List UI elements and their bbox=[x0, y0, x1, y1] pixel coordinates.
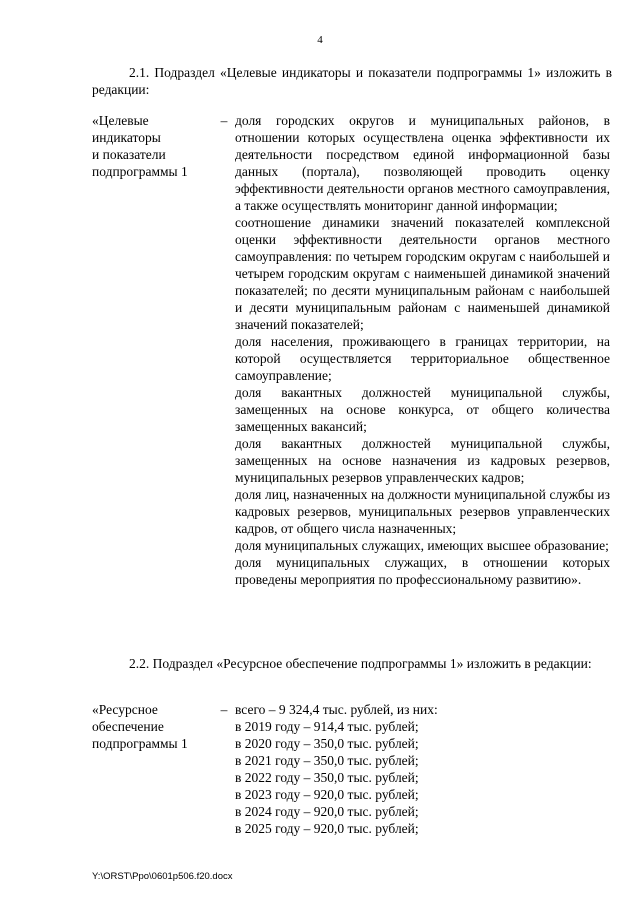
resource-label bbox=[92, 701, 222, 752]
resource-block bbox=[92, 701, 612, 841]
indicator-item: доля населения, проживающего в границах территории, на которой осуществляется территориальное общественное самоуправление; bbox=[235, 334, 610, 383]
label-line: и показатели bbox=[92, 147, 166, 162]
label-line: индикаторы bbox=[92, 130, 161, 145]
section-2-1-intro bbox=[92, 64, 612, 98]
indicators-list bbox=[235, 112, 610, 588]
label-line: подпрограммы 1 bbox=[92, 736, 188, 751]
label-line: «Ресурсное bbox=[92, 702, 158, 717]
page-number: 4 bbox=[317, 34, 323, 46]
resource-lines bbox=[235, 701, 610, 837]
section-2-2-intro bbox=[92, 655, 612, 672]
label-line: подпрограммы 1 bbox=[92, 164, 188, 179]
label-dash: – bbox=[220, 702, 228, 717]
resource-line: в 2025 году – 920,0 тыс. рублей; bbox=[235, 821, 419, 836]
resource-line: в 2021 году – 350,0 тыс. рублей; bbox=[235, 753, 419, 768]
resource-line: всего – 9 324,4 тыс. рублей, из них: bbox=[235, 702, 438, 717]
section-2-1-intro-text: 2.1. Подраздел «Целевые индикаторы и показатели подпрограммы 1» изложить в редакции: bbox=[92, 65, 612, 97]
file-path-footer: Y:\ORST\Ppo\0601p506.f20.docx bbox=[92, 871, 233, 882]
label-line: обеспечение bbox=[92, 719, 164, 734]
indicator-item: доля вакантных должностей муниципальной службы, замещенных на основе назначения из кадровых резервов, муниципальных резервов управленческих кадров; bbox=[235, 436, 610, 485]
resource-line: в 2022 году – 350,0 тыс. рублей; bbox=[235, 770, 419, 785]
resource-line: в 2023 году – 920,0 тыс. рублей; bbox=[235, 787, 419, 802]
resource-line: в 2019 году – 914,4 тыс. рублей; bbox=[235, 719, 419, 734]
target-indicators-label bbox=[92, 112, 222, 180]
resource-line: в 2024 году – 920,0 тыс. рублей; bbox=[235, 804, 419, 819]
indicator-item: доля вакантных должностей муниципальной службы, замещенных на основе конкурса, от общего количества замещенных вакансий; bbox=[235, 385, 610, 434]
label-line: «Целевые bbox=[92, 113, 149, 128]
indicator-item: соотношение динамики значений показателей комплексной оценки эффективности деятельности органов местного самоуправления: по четырем городским округам с наибольшей и четырем городским округам с наименьшей динамикой значений показателей; по десяти муниципальным районам с наибольшей и десяти муниципальным районам с наименьшей динамикой значений показателей; bbox=[235, 215, 610, 332]
target-indicators-block bbox=[92, 112, 612, 642]
indicator-item: доля муниципальных служащих, имеющих высшее образование; bbox=[235, 538, 609, 553]
indicator-item: доля городских округов и муниципальных районов, в отношении которых осуществлена оценка эффективности их деятельности посредством единой информационной базы данных (портала), позволяющей проводить оценку эффективности деятельности органов местного самоуправления, а также осуществлять мониторинг данной информации; bbox=[235, 113, 610, 213]
indicator-item: доля лиц, назначенных на должности муниципальной службы из кадровых резервов, муниципальных резервов управленческих кадров, от общего числа назначенных; bbox=[235, 487, 610, 536]
indicator-item: доля муниципальных служащих, в отношении которых проведены мероприятия по профессиональному развитию». bbox=[235, 555, 610, 587]
section-2-2-intro-text: 2.2. Подраздел «Ресурсное обеспечение подпрограммы 1» изложить в редакции: bbox=[129, 656, 592, 671]
label-dash: – bbox=[220, 113, 228, 128]
resource-line: в 2020 году – 350,0 тыс. рублей; bbox=[235, 736, 419, 751]
